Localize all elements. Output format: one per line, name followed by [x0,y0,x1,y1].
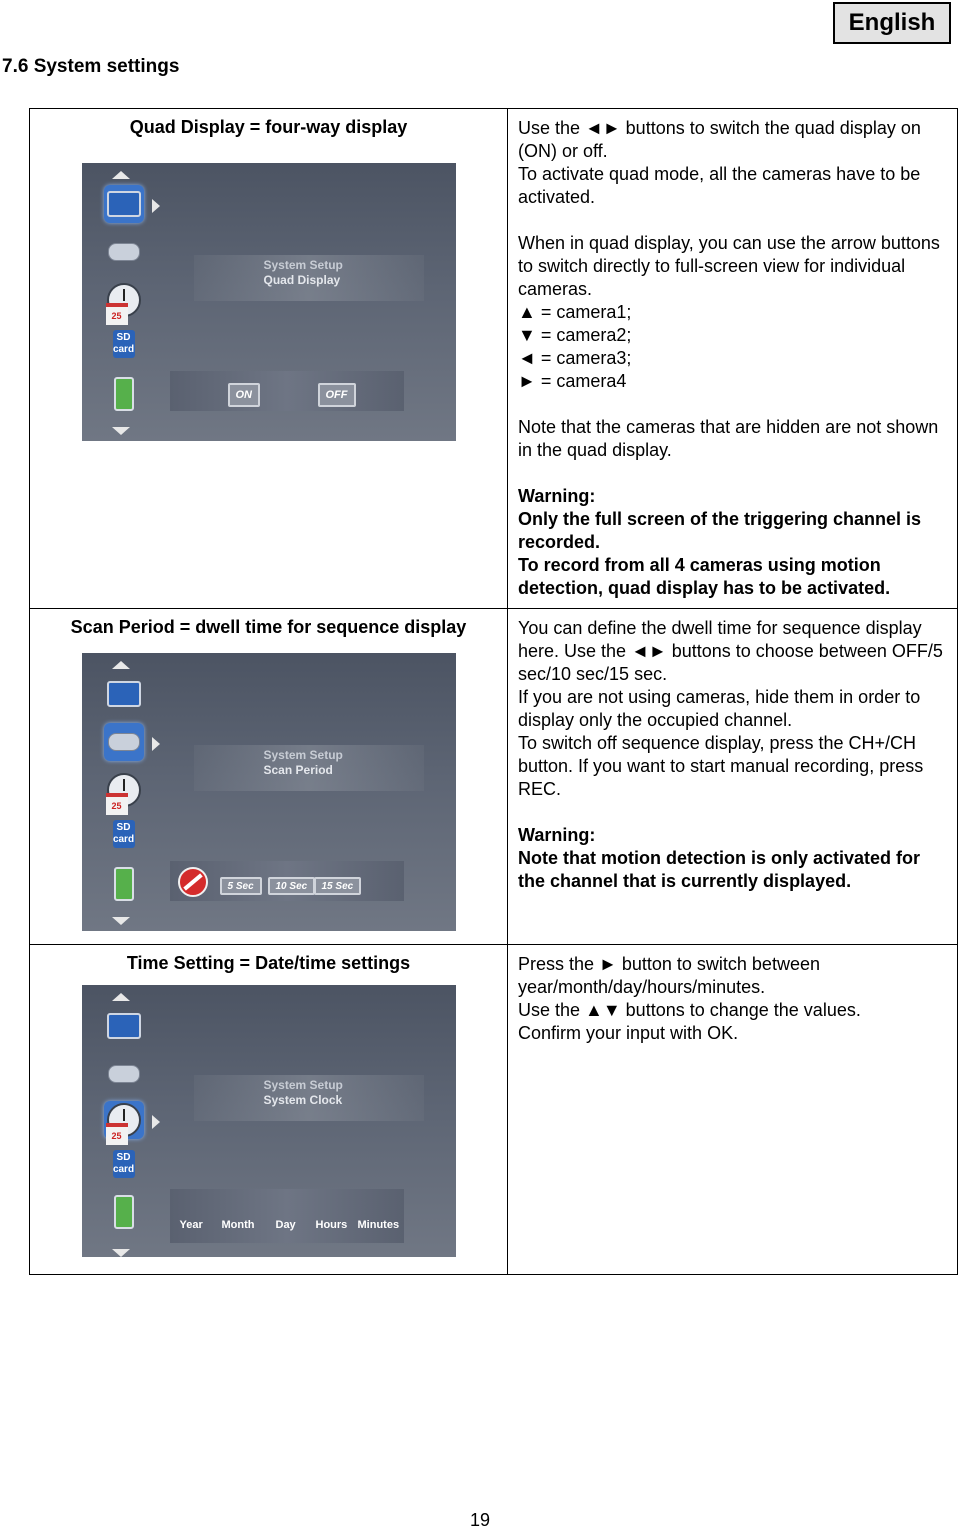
screen-mockup [82,653,456,931]
feature-title: Quad Display = four-way display [129,117,408,137]
feature-title: Scan Period = dwell time for sequence display [70,617,467,637]
language-label: English [833,2,951,44]
option-bar [170,371,404,411]
screen-mockup [82,985,456,1257]
paragraph: If you are not using cameras, hide them in order to display only the occupied channel. [518,687,921,730]
minutes-field[interactable]: Minutes [357,1219,400,1231]
sd-card-icon: SD card [104,815,144,853]
menu-sidebar [100,163,148,441]
paragraph: Confirm your input with OK. [518,1023,739,1043]
on-button[interactable]: ON [228,383,261,407]
table-row [30,945,958,1275]
year-field[interactable]: Year [179,1219,203,1231]
table-row [30,109,958,609]
day-field[interactable]: Day [275,1219,296,1231]
paragraph: Note that the cameras that are hidden are not shown in the quad display. [518,417,939,460]
hours-field[interactable]: Hours [315,1219,348,1231]
paragraph: To switch off sequence display, press the CH+/CH button. If you want to start manual recording, press REC. [518,733,924,799]
sd-card-icon: SD card [104,1145,144,1183]
settings-table [29,108,958,1275]
paragraph: Press the ► button to switch between year/month/day/hours/minutes. [518,954,820,997]
selection-pointer-icon [152,199,160,213]
menu-title [194,1075,424,1121]
off-button[interactable]: OFF [318,383,356,407]
paragraph: To activate quad mode, all the cameras have to be activated. [518,164,921,207]
section-title: 7.6 System settings [2,56,180,77]
warning-label: Warning: [518,486,596,506]
screen-mockup [82,163,456,441]
calendar-icon: 25 [106,1123,128,1145]
menu-sidebar [100,985,148,1257]
scroll-down-icon [112,427,130,435]
scroll-down-icon [112,1249,130,1257]
feature-title: Time Setting = Date/time settings [126,953,411,973]
camera-mapping-line: ▼ = camera2; [518,325,632,345]
menu-title [194,745,424,791]
camera-icon [104,1055,144,1093]
scroll-up-icon [112,993,130,1001]
sd-card-icon: SD card [104,325,144,363]
battery-icon [104,375,144,413]
warning-text: Only the full screen of the triggering channel is recorded. [518,509,922,552]
table-row [30,609,958,945]
5-sec-button[interactable]: 5 Sec [220,877,262,895]
selection-pointer-icon [152,1115,160,1129]
monitor-icon [104,185,144,223]
option-bar [170,1189,404,1243]
menu-subtitle-text: Quad Display [263,273,341,287]
paragraph: When in quad display, you can use the arrow buttons to switch directly to full-screen view for individual cameras. [518,233,940,299]
camera-mapping-line: ◄ = camera3; [518,348,632,368]
battery-icon [104,865,144,903]
selection-pointer-icon [152,737,160,751]
scroll-down-icon [112,917,130,925]
menu-subtitle-text: System Clock [263,1093,343,1107]
10-sec-button[interactable]: 10 Sec [268,877,316,895]
scroll-up-icon [112,171,130,179]
paragraph: Use the ◄► buttons to switch the quad display on (ON) or off. [518,118,921,161]
page-number: 19 [469,1510,491,1530]
off-no-sign-icon[interactable] [178,867,208,897]
15-sec-button[interactable]: 15 Sec [314,877,362,895]
menu-sidebar [100,653,148,931]
menu-title-text: System Setup [263,258,343,272]
menu-subtitle-text: Scan Period [263,763,333,777]
warning-label: Warning: [518,825,596,845]
camera-icon [104,723,144,761]
warning-text: To record from all 4 cameras using motion detection, quad display has to be activated. [518,555,891,598]
calendar-icon: 25 [106,793,128,815]
camera-mapping-line: ► = camera4 [518,371,627,391]
battery-icon [104,1193,144,1231]
menu-title-text: System Setup [263,748,343,762]
menu-title [194,255,424,301]
option-bar [170,861,404,901]
month-field[interactable]: Month [221,1219,255,1231]
camera-mapping-line: ▲ = camera1; [518,302,632,322]
camera-icon [104,233,144,271]
monitor-icon [104,675,144,713]
menu-title-text: System Setup [263,1078,343,1092]
paragraph: You can define the dwell time for sequence display here. Use the ◄► buttons to choose between OFF/5 sec/10 sec/15 sec. [518,618,943,684]
monitor-icon [104,1007,144,1045]
warning-text: Note that motion detection is only activated for the channel that is currently displayed. [518,848,921,891]
scroll-up-icon [112,661,130,669]
paragraph: Use the ▲▼ buttons to change the values. [518,1000,861,1020]
calendar-icon: 25 [106,303,128,325]
